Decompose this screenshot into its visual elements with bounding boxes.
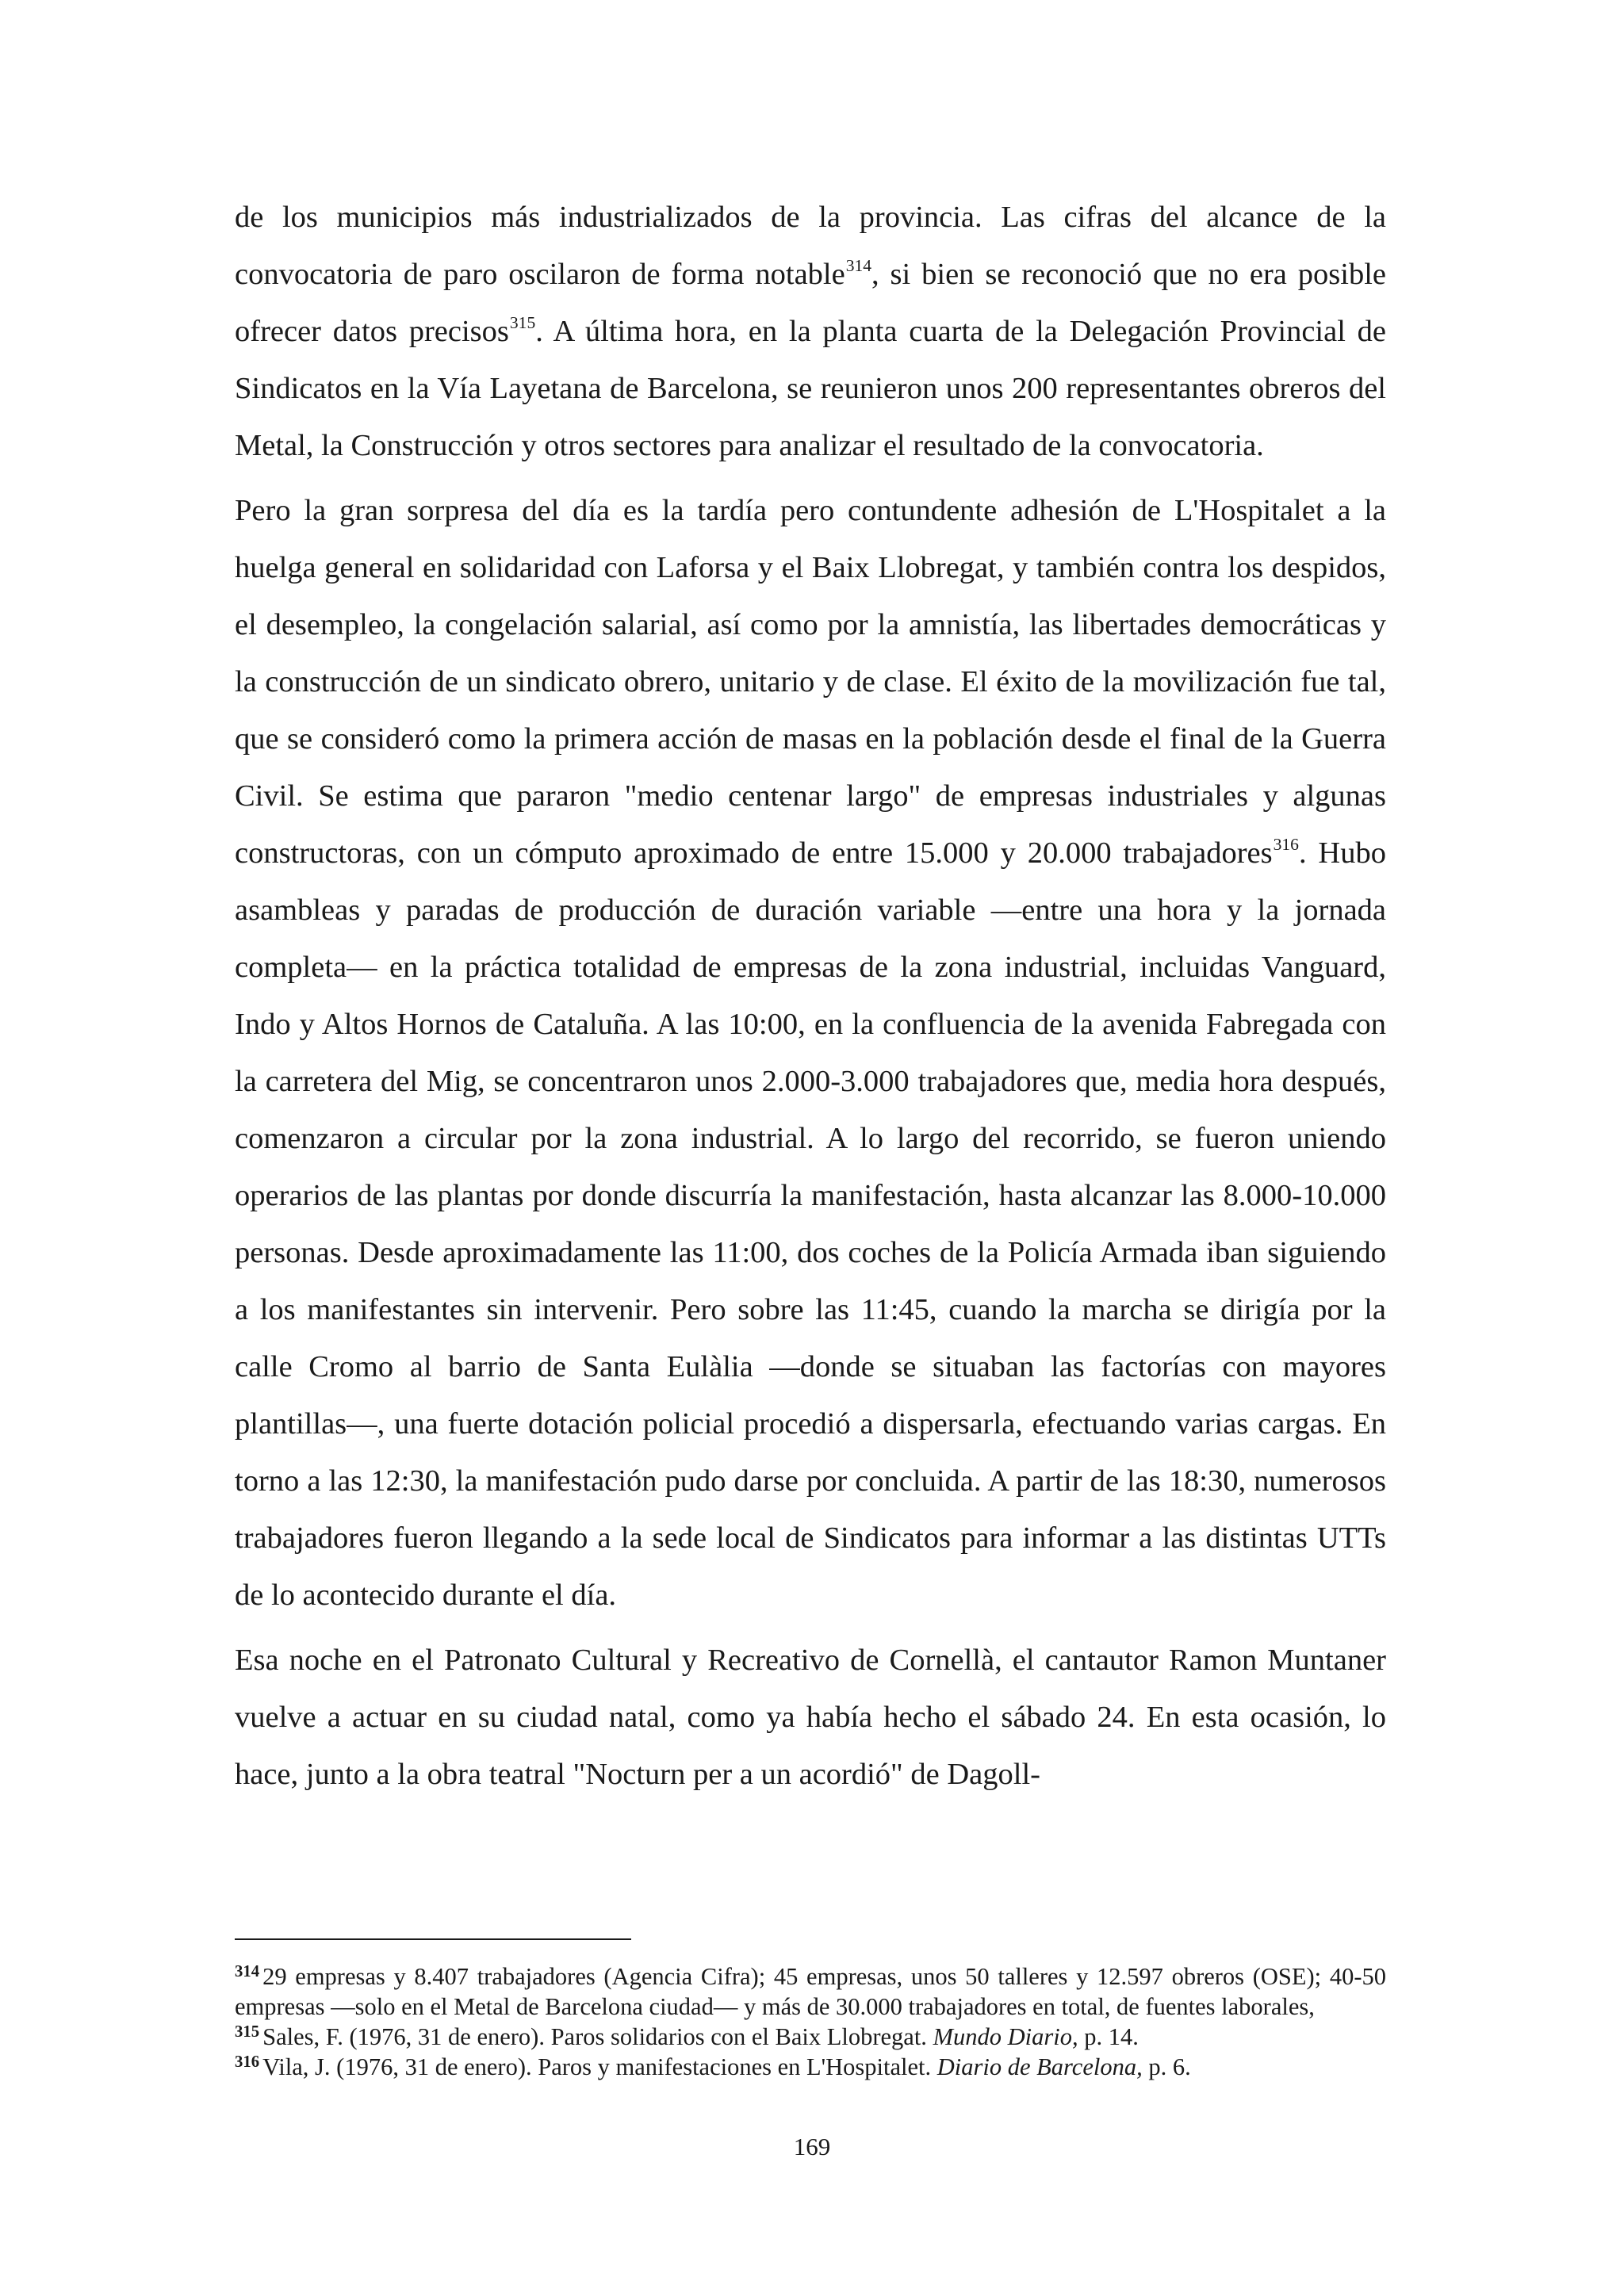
footnote-text: Vila, J. (1976, 31 de enero). Paros y manifestaciones en L'Hospitalet. [262, 2053, 937, 2080]
paragraph-text: . A última hora, en la planta cuarta de la Delegación Provincial de Sindicatos en la Vía Layetana de Barcelona, se reunieron unos 200 representantes obreros del Metal, la Construcción y otros sectores para analizar el resultado de la convocatoria. [235, 315, 1387, 462]
paragraph-text: Pero la gran sorpresa del día es la tardía pero contundente adhesión de L'Hospitalet a la huelga general en solidaridad con Laforsa y el Baix Llobregat, y también contra los despidos, el desempleo, la congelación salarial, así como por la amnistía, las libertades democráticas y la construcción de un sindicato obrero, unitario y de clase. El éxito de la movilización fue tal, que se consideró como la primera acción de masas en la población desde el final de la Guerra Civil. Se estima que pararon "medio centenar largo" de empresas industriales y algunas constructoras, con un cómputo aproximado de entre 15.000 y 20.000 trabajadores [235, 494, 1386, 870]
footnote-text: 29 empresas y 8.407 trabajadores (Agencia Cifra); 45 empresas, unos 50 talleres y 12.597 obreros (OSE); 40-50 empresas —solo en el Metal de Barcelona ciudad— y más de 30.000 trabajadores en total, de fuentes laborales, [235, 1963, 1386, 2020]
footnote-number: 314 [235, 1962, 260, 1980]
footnote-ref-315[interactable]: 315 [509, 313, 536, 333]
source-title: Mundo Diario, [933, 2023, 1078, 2050]
footnote-315 [235, 2022, 1386, 2052]
footnotes [235, 1961, 1386, 2082]
paragraph-text: Esa noche en el Patronato Cultural y Recreativo de Cornellà, el cantautor Ramon Muntaner vuelve a actuar en su ciudad natal, como ya había hecho el sábado 24. En esta ocasión, lo hace, junto a la obra teatral "Nocturn per a un acordió" de Dagoll- [235, 1644, 1386, 1791]
footnote-number: 315 [235, 2022, 260, 2041]
source-title: Diario de Barcelona, [936, 2053, 1143, 2080]
footnote-ref-314[interactable]: 314 [845, 256, 872, 276]
footnote-separator [235, 1938, 631, 1940]
body-text [235, 189, 1386, 1811]
paragraph-text: . Hubo asambleas y paradas de producción de duración variable —entre una hora y la jornada completa— en la práctica totalidad de empresas de la zona industrial, incluidas Vanguard, Indo y Altos Hornos de Cataluña. A las 10:00, en la confluencia de la avenida Fabregada con la carretera del Mig, se concentraron unos 2.000-3.000 trabajadores que, media hora después, comenzaron a circular por la zona industrial. A lo largo del recorrido, se fueron uniendo operarios de las plantas por donde discurría la manifestación, hasta alcanzar las 8.000-10.000 personas. Desde aproximadamente las 11:00, dos coches de la Policía Armada iban siguiendo a los manifestantes sin intervenir. Pero sobre las 11:45, cuando la marcha se dirigía por la calle Cromo al barrio de Santa Eulàlia —donde se situaban las factorías con mayores plantillas—, una fuerte dotación policial procedió a dispersarla, efectuando varias cargas. En torno a las 12:30, la manifestación pudo darse por concluida. A partir de las 18:30, numerosos trabajadores fueron llegando a la sede local de Sindicatos para informar a las distintas UTTs de lo acontecido durante el día. [235, 836, 1386, 1612]
footnote-text: p. 6. [1142, 2053, 1191, 2080]
footnote-ref-316[interactable]: 316 [1273, 835, 1299, 855]
footnote-text: p. 14. [1078, 2023, 1139, 2050]
footnote-314 [235, 1961, 1386, 2022]
footnote-text: Sales, F. (1976, 31 de enero). Paros solidarios con el Baix Llobregat. [262, 2023, 933, 2050]
paragraph-3 [235, 1632, 1386, 1803]
footnote-316 [235, 2052, 1386, 2082]
paragraph-text: , si bien se reconoció que no era posible ofrecer datos precisos [235, 258, 1386, 348]
page-number: 169 [793, 2133, 831, 2160]
paragraph-text: de los municipios más industrializados de la provincia. Las cifras del alcance de la convocatoria de paro oscilaron de forma notable [235, 201, 1386, 291]
paragraph-1 [235, 189, 1386, 474]
paragraph-2 [235, 482, 1386, 1624]
footnote-number: 316 [235, 2053, 260, 2071]
